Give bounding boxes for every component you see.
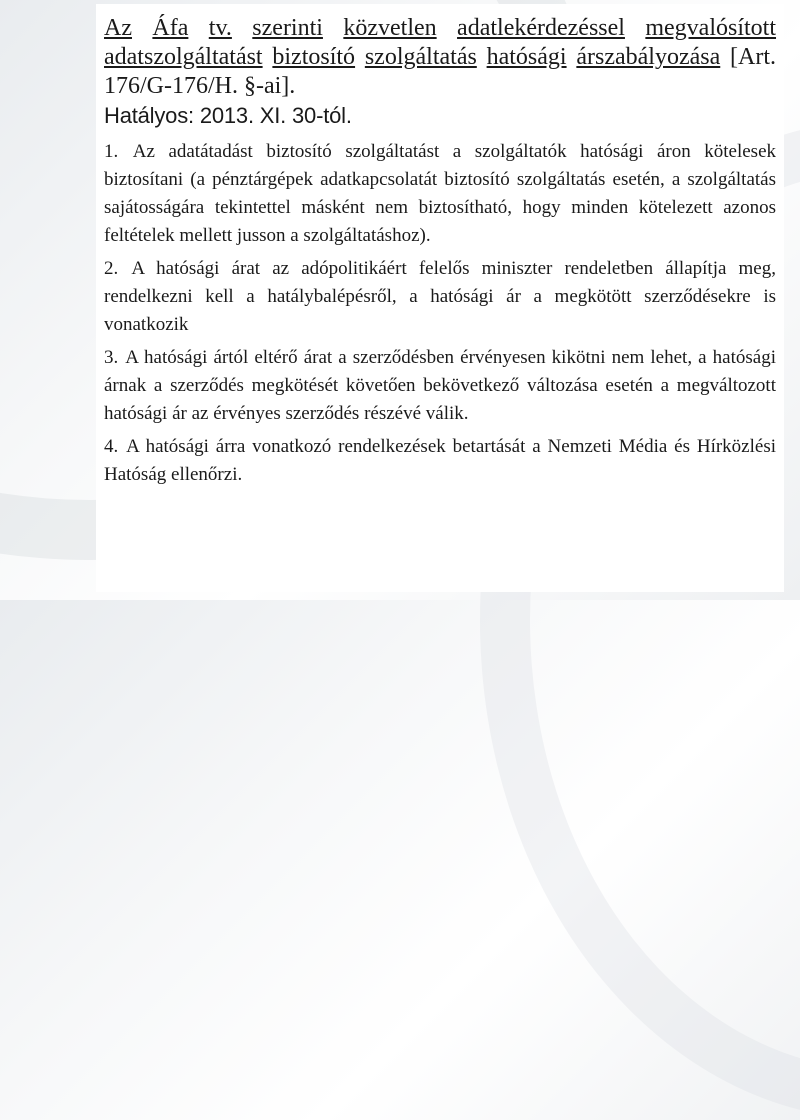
item-text: A hatósági árra vonatkozó rendelkezések betartását a Nemzeti Média és Hírközlési Hatóság ellenőrzi. xyxy=(104,436,776,485)
list-item xyxy=(104,344,776,428)
title-word: adatszolgáltatást xyxy=(104,44,263,70)
title-word: közvetlen xyxy=(343,15,437,41)
item-number: 4. xyxy=(104,436,119,457)
title-word: tv. xyxy=(208,15,232,41)
title-word: biztosító xyxy=(272,44,356,70)
item-text: A hatósági árat az adópolitikáért felelős miniszter rendeletben állapítja meg, rendelkezni kell a hatálybalépésről, a hatósági ár a megkötött szerződésekre is vonatkozik xyxy=(104,258,776,335)
title-word: árszabályozása xyxy=(576,44,721,70)
item-text: Az adatátadást biztosító szolgáltatást a szolgáltatók hatósági áron kötelesek biztosítani (a pénztárgépek adatkapcsolatát biztosító szolgáltatás esetén, a szolgáltatás sajátosságára tekintettel másként nem biztosítható, hogy minden kötelezett azonos feltételek mellett jusson a szolgáltatáshoz). xyxy=(104,141,777,246)
title-word: hatósági xyxy=(486,44,567,70)
title-word: Áfa xyxy=(152,15,189,41)
slide-title xyxy=(104,14,776,130)
title-word: szolgáltatás xyxy=(364,44,477,70)
title-word: adatlekérdezéssel xyxy=(457,15,625,41)
title-word: Az xyxy=(104,15,132,41)
item-number: 3. xyxy=(104,347,119,368)
title-reference: [Art. 176/G-176/H. §-ai]. xyxy=(104,44,777,99)
item-text: A hatósági ártól eltérő árat a szerződésben érvényesen kikötni nem lehet, a hatósági árnak a szerződés megkötését követően bekövetkező változása esetén a megváltozott hatósági ár az érvényes szerződés részévé válik. xyxy=(104,347,776,424)
item-number: 2. xyxy=(104,258,119,279)
list-item xyxy=(104,255,776,339)
list-item xyxy=(104,138,776,250)
item-number: 1. xyxy=(104,141,119,162)
slide-content xyxy=(96,4,784,592)
effective-date: Hatályos: 2013. XI. 30-tól. xyxy=(104,103,352,128)
list-item xyxy=(104,433,776,489)
title-word: szerinti xyxy=(252,15,323,41)
title-word: megvalósított xyxy=(645,15,777,41)
